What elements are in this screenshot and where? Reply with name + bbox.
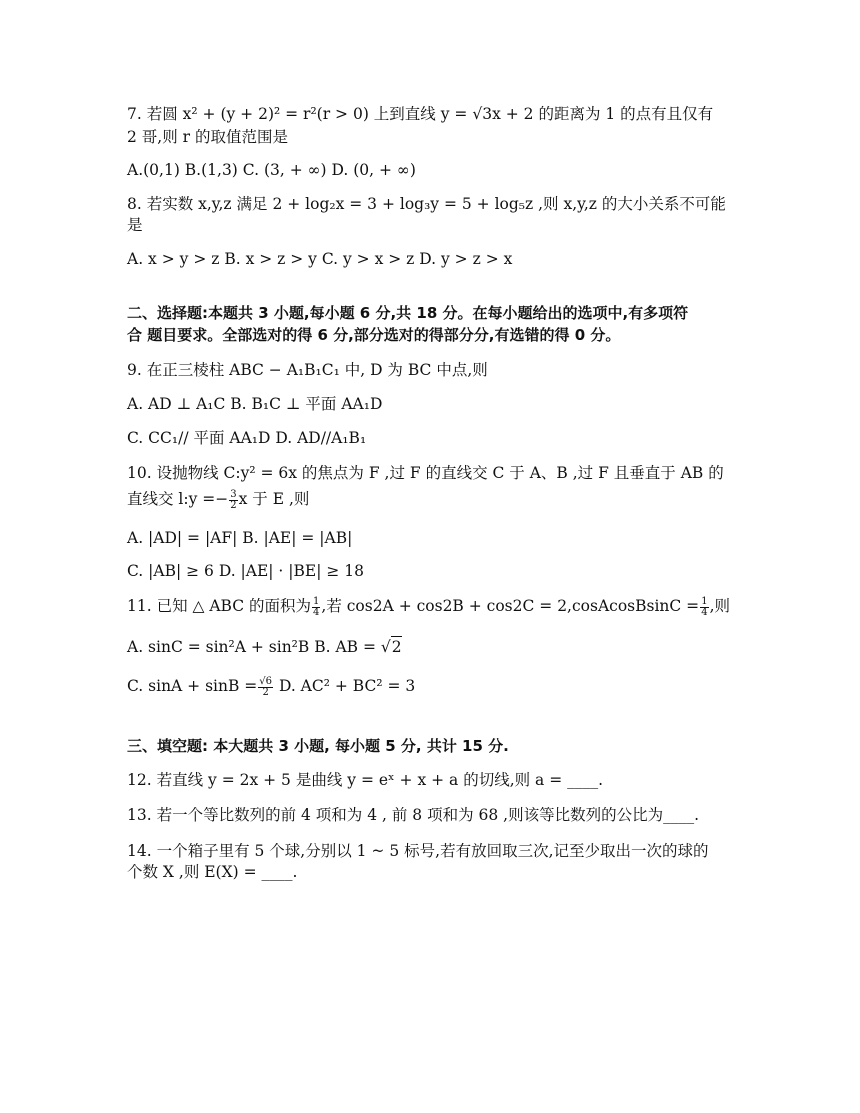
q10-stem-line2: [127, 489, 309, 511]
q8-options: A. x > y > z B. x > z > y C. y > x > z D. y > z > x: [127, 250, 513, 268]
q9-options-ab: A. AD ⊥ A₁C B. B₁C ⊥ 平面 AA₁D: [127, 395, 383, 413]
q12-stem: 12. 若直线 y = 2x + 5 是曲线 y = eˣ + x + a 的切线,则 a = ____.: [127, 771, 604, 789]
q11-options-cd-fraction: [258, 677, 273, 698]
q11-sqrt-radicand: 2: [391, 638, 402, 656]
q9-options-cd: C. CC₁// 平面 AA₁D D. AD//A₁B₁: [127, 429, 367, 447]
q10-fraction: [229, 490, 237, 511]
q9-stem: 9. 在正三棱柱 ABC − A₁B₁C₁ 中, D 为 BC 中点,则: [127, 361, 488, 379]
q14-stem-line2: 个数 X ,则 E(X) = ____.: [127, 863, 298, 881]
section2-heading-line1: 二、选择题:本题共 3 小题,每小题 6 分,共 18 分。在每小题给出的选项中,有多项符: [127, 304, 689, 322]
q10-fraction-denominator: 2: [230, 499, 237, 511]
q13-stem: 13. 若一个等比数列的前 4 项和为 4 , 前 8 项和为 68 ,则该等比数列的公比为____.: [127, 806, 700, 824]
q8-stem-line1: 8. 若实数 x,y,z 满足 2 + log₂x = 3 + log₃y = 5 + log₅z ,则 x,y,z 的大小关系不可能: [127, 195, 726, 213]
q10-line2-prefix: 直线交 l:y =−: [127, 490, 229, 508]
q14-stem-line1: 14. 一个箱子里有 5 个球,分别以 1 ~ 5 标号,若有放回取三次,记至少取出一次的球的: [127, 842, 709, 860]
q7-stem-line2: 2 哥,则 r 的取值范围是: [127, 128, 288, 146]
q11-options-ab: [127, 636, 402, 657]
q11-fraction-product-numerator: 1: [701, 595, 708, 607]
q10-options-cd: C. |AB| ≥ 6 D. |AE| · |BE| ≥ 18: [127, 562, 364, 580]
q10-stem-line1: 10. 设抛物线 C:y² = 6x 的焦点为 F ,过 F 的直线交 C 于 A、B ,过 F 且垂直于 AB 的: [127, 464, 724, 482]
q11-fraction-area-denominator: 4: [313, 606, 320, 618]
q10-fraction-numerator: 3: [230, 488, 237, 500]
q11-stem-prefix: 11. 已知 △ ABC 的面积为: [127, 597, 312, 615]
q7-options: A.(0,1) B.(1,3) C. (3, + ∞) D. (0, + ∞): [127, 161, 416, 179]
q11-options-cd-fraction-denominator: 2: [262, 686, 269, 698]
q11-fraction-area-numerator: 1: [313, 595, 320, 607]
q11-options-cd-prefix: C. sinA + sinB =: [127, 677, 258, 695]
q8-stem-line2: 是: [127, 216, 143, 234]
q11-stem-middle: ,若 cos2A + cos2B + cos2C = 2,cosAcosBsinC =: [321, 597, 700, 615]
section2-heading-line2: 合 题目要求。全部选对的得 6 分,部分选对的得部分分,有选错的得 0 分。: [127, 326, 621, 344]
q10-line2-suffix: x 于 E ,则: [238, 490, 310, 508]
q11-options-cd-fraction-numerator: √6: [259, 675, 273, 687]
q11-stem: [127, 596, 730, 618]
q11-options-cd: [127, 676, 415, 698]
q7-stem-line1: 7. 若圆 x² + (y + 2)² = r²(r > 0) 上到直线 y = √3x + 2 的距离为 1 的点有且仅有: [127, 105, 714, 123]
q11-stem-suffix: ,则: [709, 597, 730, 615]
q10-options-ab: A. |AD| = |AF| B. |AE| = |AB|: [127, 529, 353, 547]
q11-fraction-product-denominator: 4: [701, 606, 708, 618]
q11-options-cd-suffix: D. AC² + BC² = 3: [274, 677, 416, 695]
section3-heading: 三、填空题: 本大题共 3 小题, 每小题 5 分, 共计 15 分.: [127, 737, 509, 755]
q11-fraction-product: [700, 597, 708, 618]
q11-options-ab-text: A. sinC = sin²A + sin²B B. AB = √: [127, 638, 391, 656]
q11-fraction-area: [312, 597, 320, 618]
